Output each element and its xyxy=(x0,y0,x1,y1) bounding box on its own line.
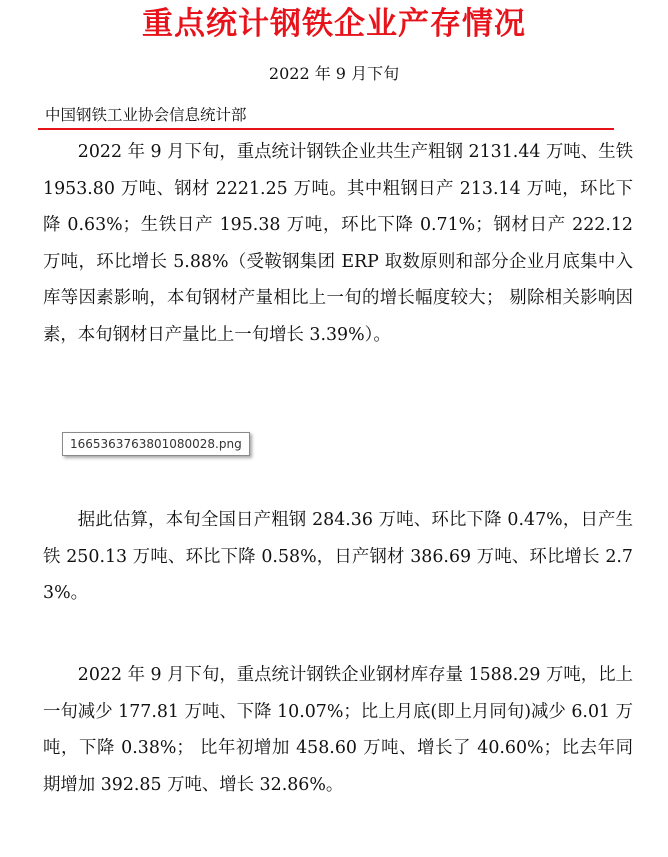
header-divider xyxy=(38,128,614,130)
paragraph-national-estimate: 据此估算，本旬全国日产粗钢 284.36 万吨、环比下降 0.47%，日产生铁 250.13 万吨、环比下降 0.58%，日产钢材 386.69 万吨、环比增长 2.73%。 xyxy=(43,510,633,603)
document-date: 2022 年 9 月下旬 xyxy=(268,64,400,83)
issuing-organization: 中国钢铁工业协会信息统计部 xyxy=(45,106,247,124)
document-title: 重点统计钢铁企业产存情况 xyxy=(142,6,526,42)
paragraph-inventory: 2022 年 9 月下旬，重点统计钢铁企业钢材库存量 1588.29 万吨，比上一旬减少 177.81 万吨、下降 10.07%；比上月底(即上月同旬)减少 6.01 万吨，下降 0.38%； 比年初增加 458.60 万吨、增长了 40.60%；比去年同期增加 392.85 万吨、增长 32.86%。 xyxy=(43,665,633,795)
filename-tooltip: 1665363763801080028.png xyxy=(62,432,250,456)
paragraph-production: 2022 年 9 月下旬，重点统计钢铁企业共生产粗钢 2131.44 万吨、生铁 1953.80 万吨、钢材 2221.25 万吨。其中粗钢日产 213.14 万吨，环比下降 0.63%；生铁日产 195.38 万吨，环比下降 0.71%；钢材日产 222.12 万吨，环比增长 5.88%（受鞍钢集团 ERP 取数原则和部分企业月底集中入库等因素影响，本旬钢材产量相比上一旬的增长幅度较大； 剔除相关影响因素，本旬钢材日产量比上一旬增长 3.39%）。 xyxy=(43,142,633,345)
